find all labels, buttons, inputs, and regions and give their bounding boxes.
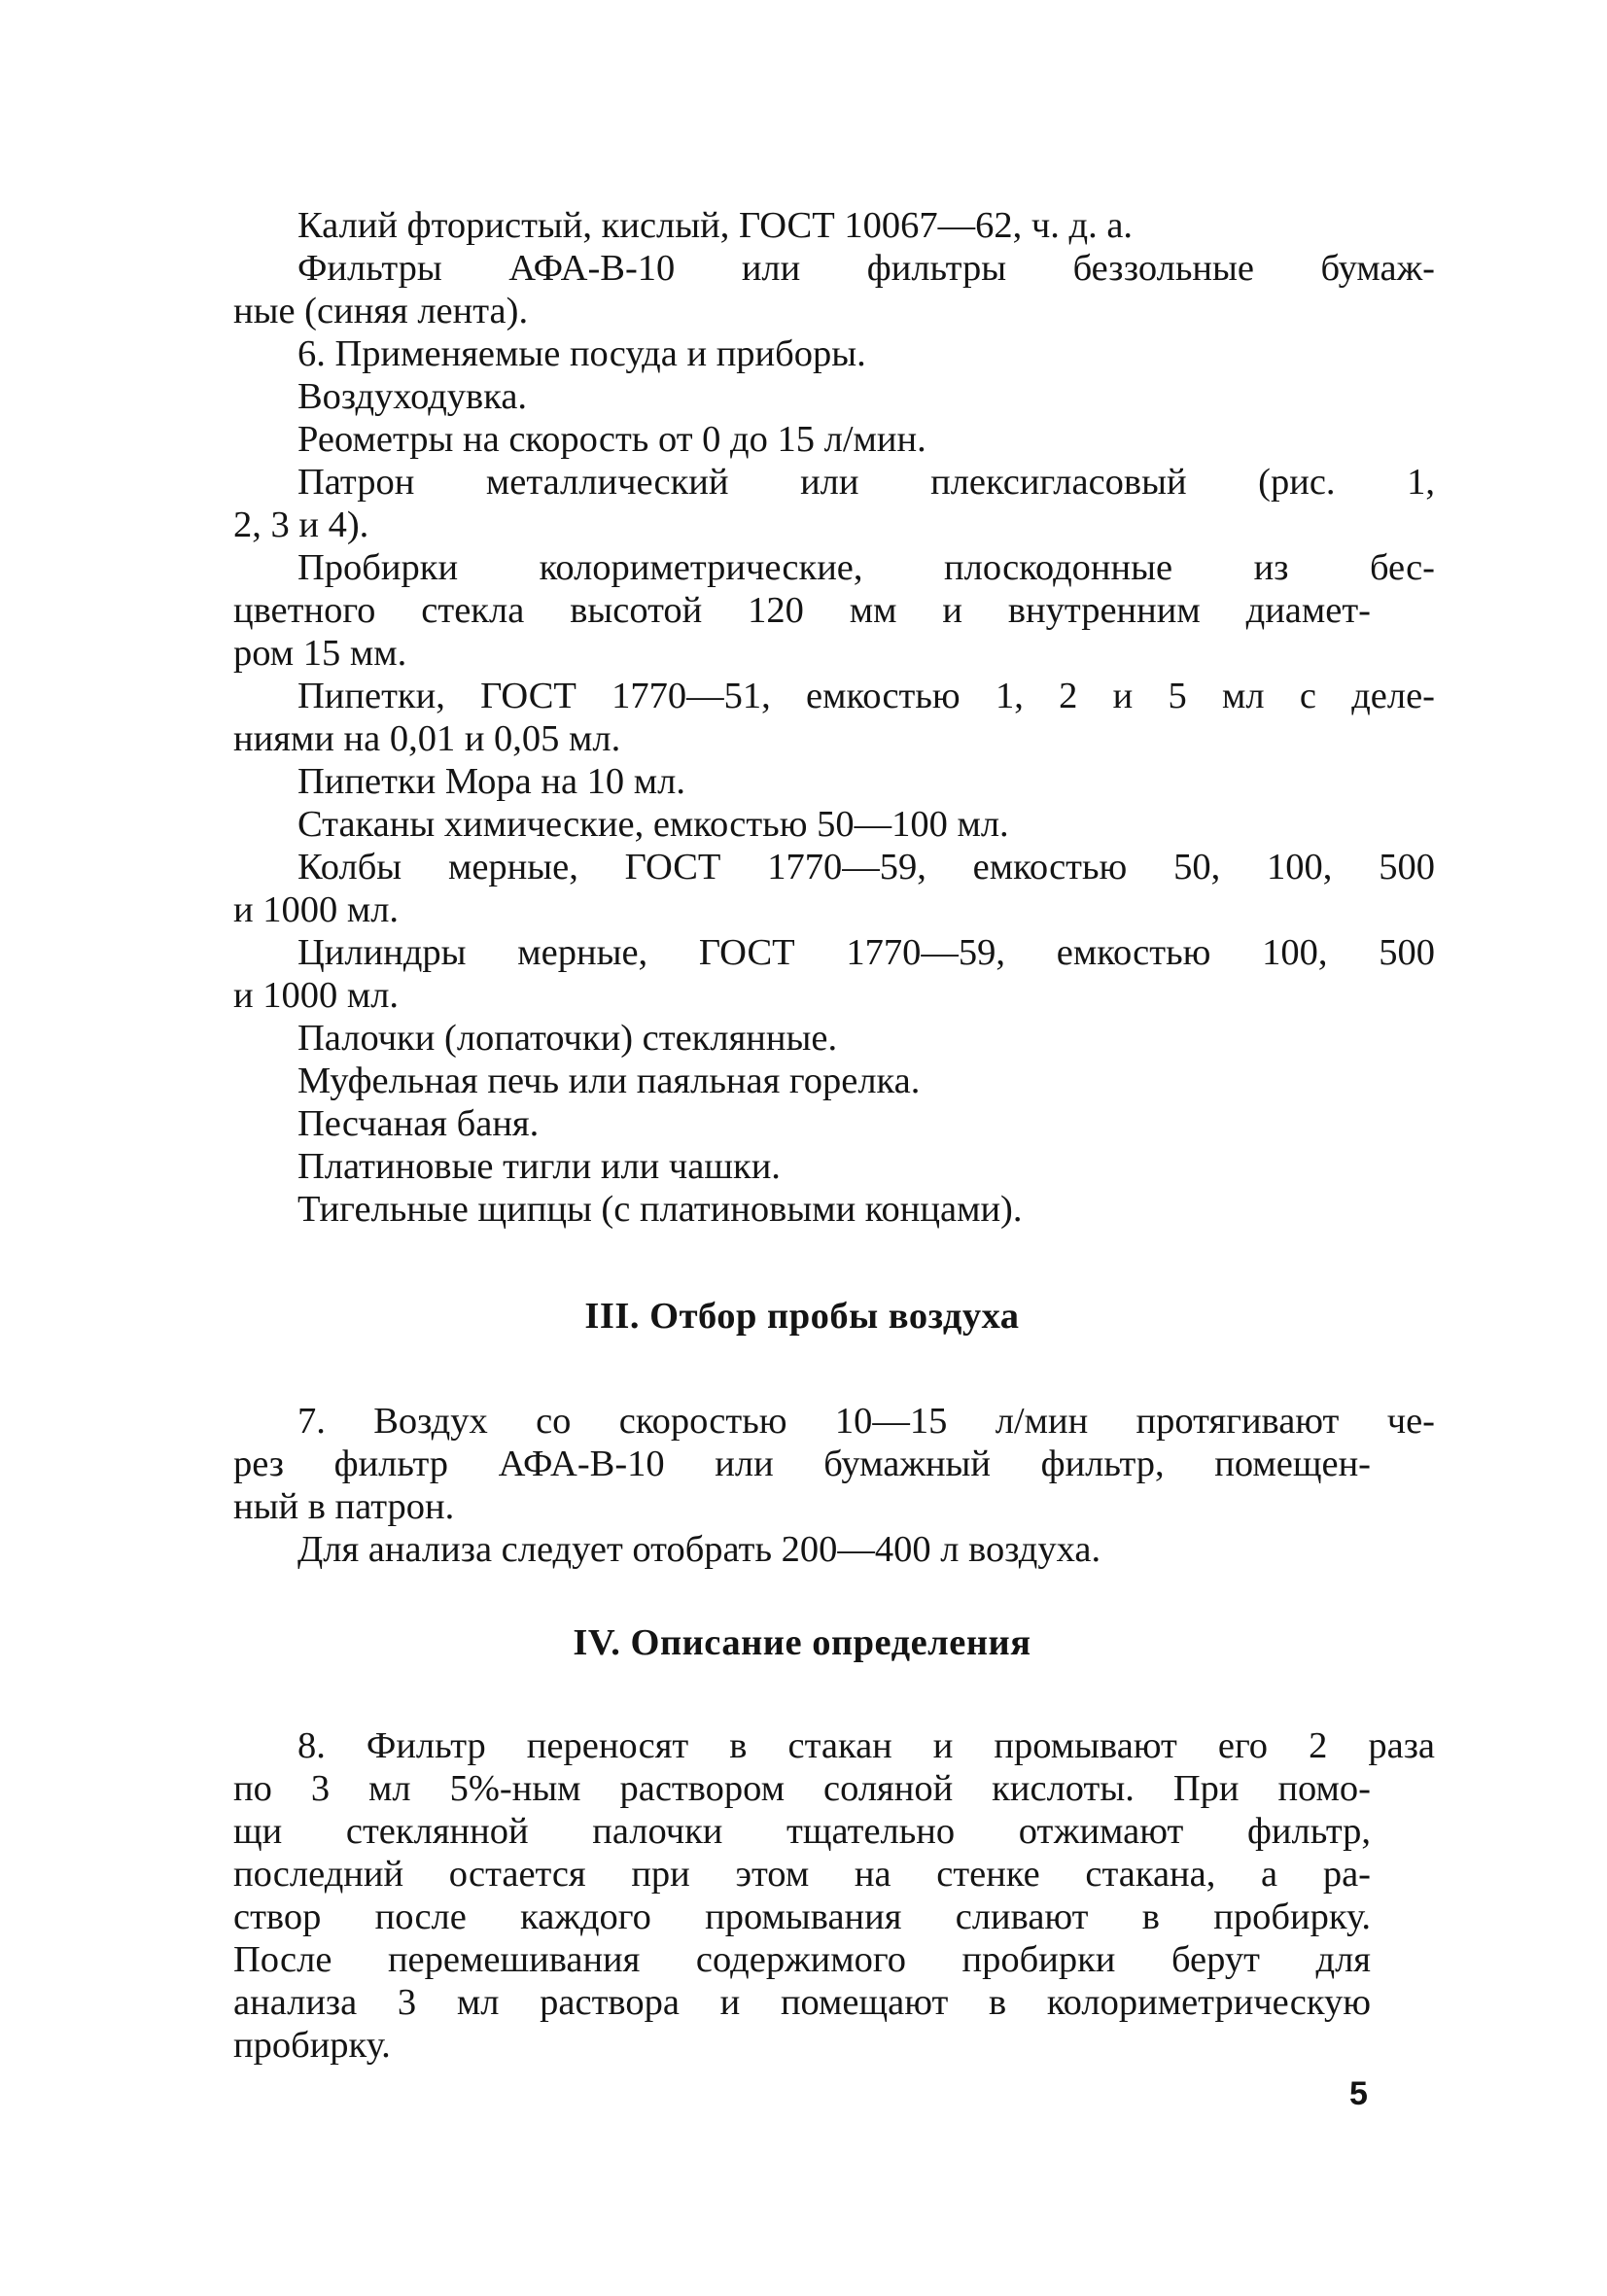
text-line: Стаканы химические, емкостью 50—100 мл. — [297, 804, 1009, 845]
text-line: Воздуходувка. — [297, 376, 528, 417]
text-line: 7. Воздух со скоростью 10—15 л/мин протягивают че- — [297, 1401, 1435, 1442]
text-line: анализа 3 мл раствора и помещают в колориметрическую — [233, 1982, 1371, 2023]
text-line: Фильтры АФА-В-10 или фильтры беззольные бумаж- — [297, 248, 1435, 289]
text-line: и 1000 мл. — [233, 975, 400, 1016]
text-line: 2, 3 и 4). — [233, 504, 369, 545]
text-line: ром 15 мм. — [233, 633, 407, 674]
text-line: ные (синяя лента). — [233, 291, 529, 331]
text-line: рез фильтр АФА-В-10 или бумажный фильтр, помещен- — [233, 1444, 1371, 1484]
text-line: щи стеклянной палочки тщательно отжимают фильтр, — [233, 1811, 1371, 1852]
text-line: ниями на 0,01 и 0,05 мл. — [233, 718, 621, 759]
text-line: пробирку. — [233, 2025, 391, 2066]
text-line: Пробирки колориметрические, плоскодонные из бес- — [297, 547, 1435, 588]
text-line: Пипетки Мора на 10 мл. — [297, 761, 685, 802]
section-heading-air-sampling: III. Отбор пробы воздуха — [584, 1296, 1020, 1337]
text-line: 8. Фильтр переносят в стакан и промывают его 2 раза — [297, 1725, 1435, 1766]
text-line: Для анализа следует отобрать 200—400 л воздуха. — [297, 1529, 1101, 1570]
text-line: Тигельные щипцы (с платиновыми концами). — [297, 1189, 1023, 1230]
text-line: ный в патрон. — [233, 1486, 455, 1527]
text-line: по 3 мл 5%-ным раствором соляной кислоты. При помо- — [233, 1768, 1371, 1809]
text-line: последний остается при этом на стенке стакана, а ра- — [233, 1854, 1371, 1895]
text-line: створ после каждого промывания сливают в пробирку. — [233, 1896, 1371, 1937]
text-line: Цилиндры мерные, ГОСТ 1770—59, емкостью 100, 500 — [297, 932, 1435, 973]
text-line: Муфельная печь или паяльная горелка. — [297, 1061, 921, 1101]
page-number: 5 — [1349, 2075, 1368, 2112]
text-line: и 1000 мл. — [233, 889, 400, 930]
text-line: 6. Применяемые посуда и приборы. — [297, 333, 866, 374]
text-line: Платиновые тигли или чашки. — [297, 1146, 781, 1187]
text-line: Пипетки, ГОСТ 1770—51, емкостью 1, 2 и 5 мл с деле- — [297, 676, 1435, 716]
section-heading-determination: IV. Описание определения — [573, 1622, 1031, 1663]
text-line: Калий фтористый, кислый, ГОСТ 10067—62, ч. д. а. — [297, 205, 1134, 246]
text-line: Колбы мерные, ГОСТ 1770—59, емкостью 50, 100, 500 — [297, 847, 1435, 887]
text-line: цветного стекла высотой 120 мм и внутренним диамет- — [233, 590, 1371, 631]
text-line: Палочки (лопаточки) стеклянные. — [297, 1018, 838, 1059]
text-line: Патрон металлический или плексигласовый (рис. 1, — [297, 462, 1435, 503]
text-line: Песчаная баня. — [297, 1103, 540, 1144]
text-line: После перемешивания содержимого пробирки берут для — [233, 1939, 1371, 1980]
text-line: Реометры на скорость от 0 до 15 л/мин. — [297, 419, 926, 460]
